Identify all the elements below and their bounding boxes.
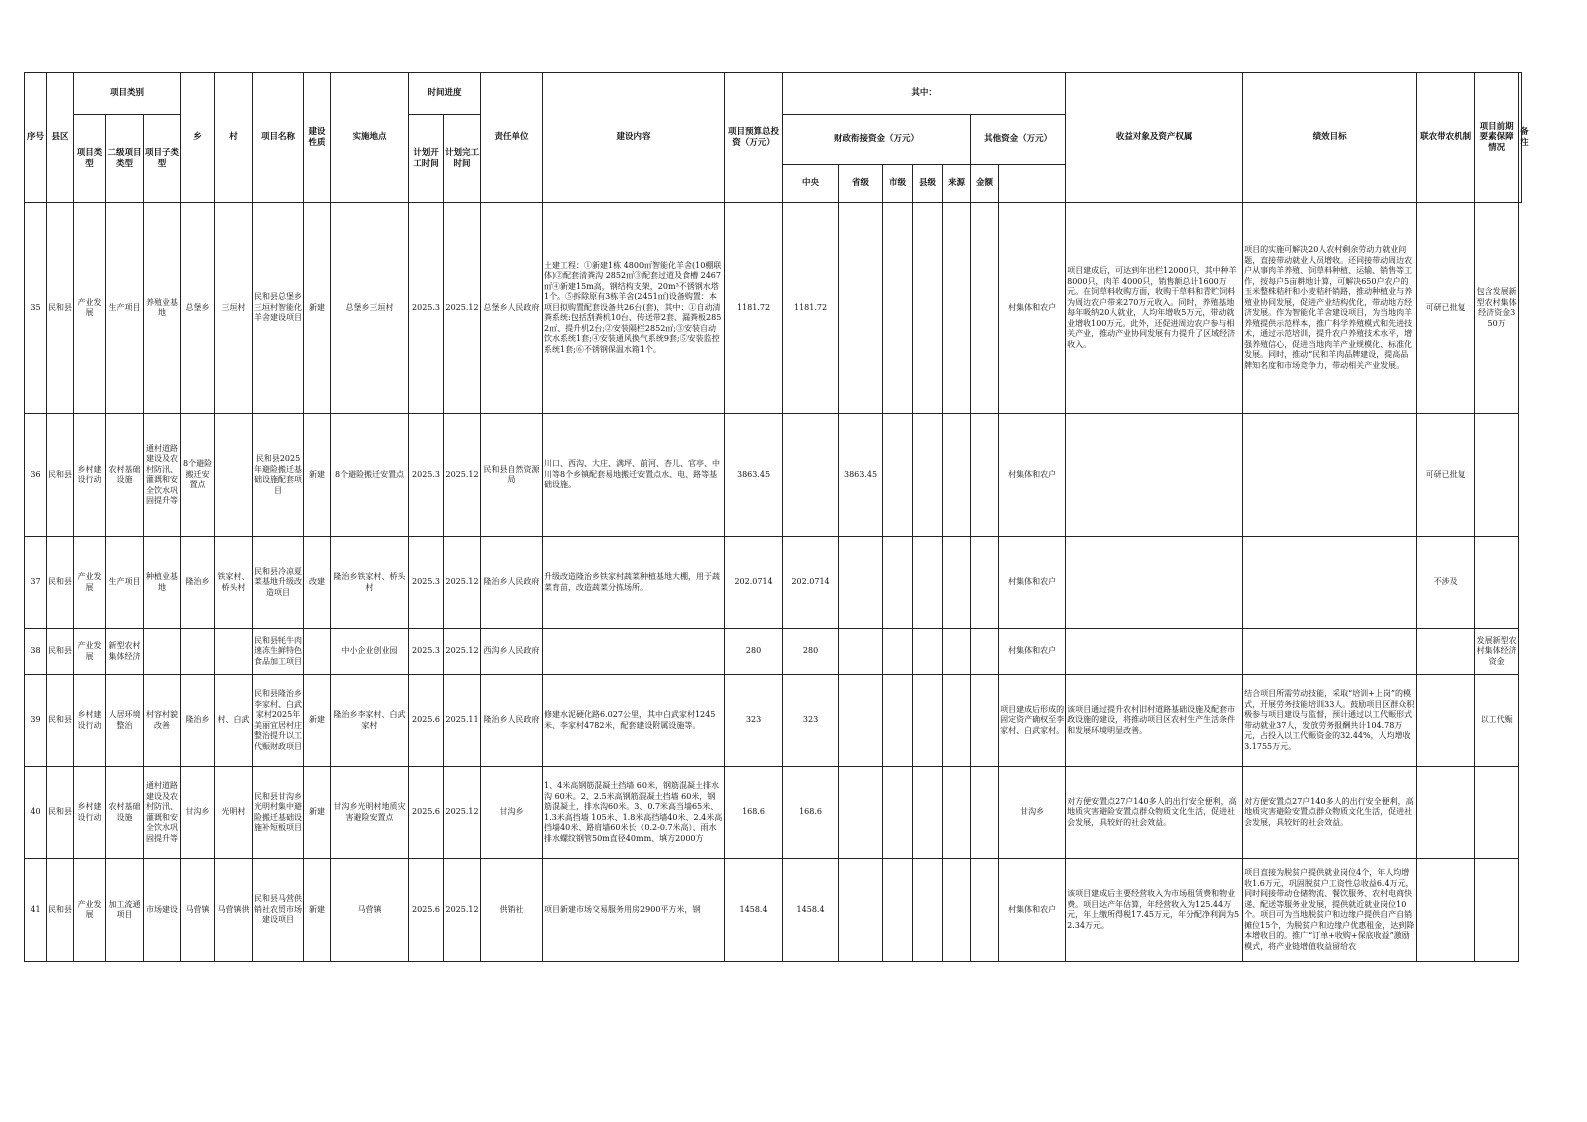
table-row	[25, 675, 1522, 767]
header-central: 中央	[783, 165, 839, 203]
header-start: 计划开工时间	[409, 115, 444, 203]
header-county-level: 县级	[913, 165, 943, 203]
cell-beneficiary: 村集体和农户	[1008, 904, 1057, 914]
cell-unit: 西沟乡人民政府	[483, 646, 540, 656]
cell-type: 产业发展	[77, 641, 102, 661]
cell-guarantee: 可研已批复	[1425, 469, 1466, 479]
table-body	[25, 203, 1522, 962]
cell-end: 2025.12	[445, 302, 479, 312]
cell-beneficiary: 村集体和农户	[1008, 469, 1057, 479]
cell-village: 三垣村	[221, 302, 246, 312]
cell-budget: 202.0714	[734, 577, 773, 587]
header-beneficiary: 收益对象及资产权属	[1066, 73, 1243, 203]
cell-nature: 新建	[309, 302, 326, 312]
cell-township: 马营镇	[185, 904, 210, 914]
cell-start: 2025.6	[412, 807, 441, 817]
cell-level2: 农村基础设施	[108, 802, 141, 822]
cell-name: 民和县马营供销社农贸市场建设项目	[254, 894, 303, 925]
cell-level2: 生产项目	[108, 577, 141, 587]
cell-beneficiary: 村集体和农户	[1008, 646, 1057, 656]
cell-start: 2025.3	[412, 469, 441, 479]
cell-central: 168.6	[799, 807, 822, 817]
cell-seq: 40	[30, 807, 41, 817]
cell-name: 民和县总堡乡三垣村智能化羊舍建设项目	[254, 292, 303, 323]
cell-target: 对方便安置点27户140多人的出行安全便利，高地质灾害避险安置点群众物质文化生活，促进社会发展，具较好的社会效益。	[1067, 796, 1237, 827]
header-remark: 备注	[1519, 73, 1522, 203]
cell-budget: 1181.72	[737, 302, 771, 312]
table-row	[25, 767, 1522, 859]
cell-nature: 新建	[309, 469, 326, 479]
header-location: 实施地点	[331, 73, 409, 203]
cell-level2: 人居环境整治	[108, 710, 141, 730]
header-end: 计划完工时间	[444, 115, 481, 203]
cell-level2: 新型农村集体经济	[108, 641, 141, 661]
header-cat-level2: 二级项目类型	[106, 115, 144, 203]
cell-content: 土建工程：①新建1栋 4800㎡智能化羊舍(10棚联体)②配套清粪沟 2852㎡③配套过道及食槽 2467㎡④新建15m高，钢结构支架，20m³不锈钢水塔1个。⑤拆除原有3栋羊舍(2451㎡)设备购置：本项目拟购置配套设备共26台(套)，其中：①自动清粪系统:包括刮粪机10台、传送带2套、漏粪板2852㎡、提升机2台;②安装隔栏2852㎡;③安装自动饮水系统1套;④安装通风换气系统9套;⑤安装监控系统1套;⑥不锈钢保温水箱1个。	[544, 260, 722, 354]
cell-sub: 种植业基地	[146, 572, 179, 592]
cell-mechanism: 项目的实施可解决20人农村剩余劳动力就业问题，直接带动就业人员增收。还同接带动周边农户从事肉羊养殖、饲草料种植、运输、销售等工作，按每户5亩耕地计算，可解决650户农户的玉米整株秸秆和小麦秸秆销路，推动种植业与养殖业协同发展，促进产业结构优化，带动地方经济发展。作为智能化羊舍建设项目，为当地肉羊养殖提供示范样本，推广科学养殖模式和先进技术，通过示范培训，提升农户养殖技术水平，增强养殖信心，促进当地肉羊产业规模化、标准化发展。同时，推动“民和羊肉品牌建设，提高品牌知名度和市场竞争力，带动相关产业发展。	[1244, 245, 1413, 370]
cell-level2: 生产项目	[108, 302, 141, 312]
header-mechanism: 联农带农机制	[1417, 73, 1475, 203]
header-provincial: 省级	[839, 165, 883, 203]
cell-nature: 新建	[309, 807, 326, 817]
cell-guarantee: 可研已批复	[1425, 302, 1466, 312]
cell-location: 隆治乡铁家村、桥头村	[333, 572, 406, 592]
cell-village: 村、白武	[217, 715, 250, 725]
table-row	[25, 414, 1522, 537]
cell-type: 产业发展	[77, 899, 102, 919]
cell-budget: 1458.4	[739, 904, 768, 914]
cell-village: 铁家村、桥头村	[217, 572, 250, 592]
header-nature: 建设性质	[304, 73, 331, 203]
table-row	[25, 629, 1522, 675]
header-name: 项目名称	[253, 73, 304, 203]
cell-type: 产业发展	[77, 572, 102, 592]
cell-level2: 加工流通项目	[108, 899, 141, 919]
cell-seq: 38	[30, 646, 41, 656]
cell-location: 中小企业创业园	[341, 646, 398, 656]
project-table	[24, 72, 1529, 962]
cell-central: 1181.72	[794, 302, 828, 312]
cell-beneficiary: 甘沟乡	[1020, 807, 1045, 817]
cell-central: 202.0714	[791, 577, 830, 587]
cell-name: 民和县牦牛肉速冻生鲜特色食品加工项目	[254, 635, 303, 666]
cell-content: 升级改造隆治乡铁家村蔬菜种植基地大棚，用于蔬菜育苗，改造蔬菜分拣场所。	[544, 572, 721, 592]
cell-unit: 甘沟乡	[499, 807, 524, 817]
header-amount: 金额	[971, 165, 999, 203]
cell-seq: 35	[30, 302, 41, 312]
cell-name: 民和县2025年避险搬迁基础设施配套项目	[254, 454, 303, 495]
cell-content: 项目新建市场交易服务用房2900平方米，钢	[544, 904, 701, 914]
header-content: 建设内容	[543, 73, 725, 203]
cell-sub: 养殖业基地	[146, 297, 179, 317]
cell-remark: 发展新型农村集体经济资金	[1476, 635, 1517, 666]
header-cat-sub: 项目子类型	[144, 115, 181, 203]
header-unit: 责任单位	[481, 73, 543, 203]
cell-target: 该项目建成后主要经营收入为市场租赁费和物业费。项目达产年估算，年经营收入为125.44万元，年上缴所得税17.45万元，年分配净利润为52.34万元。	[1067, 889, 1240, 930]
cell-location: 隆治乡李家村、白武家村	[333, 710, 406, 730]
table-row	[25, 203, 1522, 414]
cell-start: 2025.6	[412, 904, 441, 914]
cell-beneficiary: 村集体和农户	[1008, 302, 1057, 312]
cell-seq: 41	[30, 904, 41, 914]
header-among: 其中：	[783, 73, 1066, 115]
header-target: 绩效目标	[1243, 73, 1417, 203]
cell-name: 民和县甘沟乡光明村集中避险搬迁基础设施补短板项目	[254, 791, 303, 832]
cell-county: 民和县	[48, 469, 72, 479]
cell-start: 2025.3	[412, 577, 441, 587]
cell-location: 总堡乡三垣村	[345, 302, 394, 312]
cell-county: 民和县	[48, 646, 72, 656]
cell-type: 乡村建设行动	[77, 464, 102, 484]
cell-location: 马营镇	[357, 904, 382, 914]
header-source: 来源	[943, 165, 971, 203]
cell-guarantee: 不涉及	[1433, 577, 1458, 587]
cell-end: 2025.12	[445, 577, 479, 587]
cell-seq: 39	[30, 715, 41, 725]
cell-county: 民和县	[48, 577, 72, 587]
header-guarantee: 项目前期要素保障情况	[1475, 73, 1519, 203]
cell-village: 马营镇供	[217, 904, 250, 914]
header-city: 市级	[883, 165, 913, 203]
cell-nature: 新建	[309, 904, 326, 914]
header-township: 乡	[181, 73, 215, 203]
cell-central: 280	[802, 646, 819, 656]
cell-county: 民和县	[48, 715, 72, 725]
header-fiscal: 财政衔接资金（万元）	[783, 115, 971, 165]
cell-name: 民和县隆治乡李家村、白武家村2025年美丽宜居村庄整治提升以工代赈财政项目	[254, 689, 303, 751]
header-schedule: 时间进度	[409, 73, 481, 115]
table-row	[25, 859, 1522, 962]
header-budget: 项目预算总投资（万元）	[725, 73, 783, 203]
cell-nature: 新建	[309, 715, 326, 725]
cell-start: 2025.6	[412, 715, 441, 725]
cell-unit: 供销社	[499, 904, 524, 914]
cell-budget: 323	[745, 715, 762, 725]
cell-remark: 包含发展新型农村集体经济资金350万	[1476, 287, 1517, 328]
cell-content: 修建水泥硬化路6.027公里，其中白武家村1245 米、李家村4782米，配套建设附属设施等。	[544, 710, 716, 730]
cell-remark: 以工代赈	[1480, 715, 1513, 725]
cell-mechanism: 项目直接为脱贫户提供就业岗位4个，年人均增收1.6万元，巩固脱贫户工资性总收益6.4万元，同时间接带动仓储物流、餐饮服务、农村电商快递、配送等服务业发展，提供就近就业岗位10个。项目可为当地脱贫户和边缘户提供自产自销摊位15个，为脱贫户和边缘户优惠租金，达到降本增收目的。推广“订单+收购+保底收益”激励模式，将产业链增值收益留给农	[1244, 868, 1415, 951]
cell-township: 隆治乡	[185, 715, 210, 725]
cell-beneficiary: 村集体和农户	[1008, 577, 1057, 587]
cell-sub: 市场建设	[146, 904, 179, 914]
cell-sub: 通村道路建设及农村防汛、灌溉和安全饮水巩固提升等	[146, 781, 179, 843]
cell-content: 川口、西沟、大庄、满坪、前河、杏儿、官亭、中川等8个乡镇配套易地搬迁安置点水、电、路等基础设施。	[544, 459, 721, 490]
header-other: 其他资金（万元）	[971, 115, 1066, 165]
cell-beneficiary: 项目建成后形成的固定资产确权至李家村、白武家村。	[1000, 704, 1065, 735]
cell-target: 该项目通过提升农村旧村道路基础设施及配套市政设施的建设，将推动项目区农村生产生活条件和发展环境明显改善。	[1067, 704, 1236, 735]
cell-content: 1、4米高钢筋混凝土挡墙 60米，钢筋混凝土排水沟 60米。2、2.5米高钢筋混凝土挡墙 60米，钢筋混凝土，排水沟60米。3、0.7米高当墙65米、1.3米高挡墙 105米、1.8米高挡墙40米、2.4米高挡墙40米、路肩墙60米长（0.2-0.7米高）、雨水排水螺纹钢管50m直径40mm、填方2000方	[544, 781, 723, 843]
cell-mechanism: 结合项目所需劳动技能，采取“培训+上岗”的模式，开展劳务技能培训33人。鼓励项目区群众积极参与项目建设与监督，预计通过以工代赈形式带动就业37人，发放劳务报酬共计104.78万元，占投入以工代赈资金的32.44%，人均增收3.1755万元。	[1244, 689, 1415, 751]
cell-township: 8个避险搬迁安置点	[182, 459, 213, 490]
cell-name: 民和县冷凉夏菜基地升级改造项目	[254, 566, 303, 597]
cell-county: 民和县	[48, 904, 72, 914]
cell-township: 甘沟乡	[185, 807, 210, 817]
cell-central: 1458.4	[796, 904, 825, 914]
header-seq: 序号	[25, 73, 47, 203]
cell-type: 乡村建设行动	[77, 710, 102, 730]
cell-nature: 改建	[309, 577, 326, 587]
cell-unit: 民和县自然资源局	[483, 464, 540, 484]
cell-budget: 3863.45	[737, 469, 771, 479]
table-row	[25, 537, 1522, 629]
cell-end: 2025.11	[445, 715, 479, 725]
cell-end: 2025.12	[445, 646, 479, 656]
cell-unit: 隆治乡人民政府	[483, 715, 540, 725]
cell-village: 光明村	[221, 807, 246, 817]
cell-sub: 通村道路建设及农村防汛、灌溉和安全饮水巩固提升等	[146, 443, 179, 505]
cell-sub: 村容村貌改善	[146, 710, 179, 730]
cell-start: 2025.3	[412, 302, 441, 312]
header-village: 村	[215, 73, 253, 203]
cell-township: 隆治乡	[185, 577, 210, 587]
cell-unit: 隆治乡人民政府	[483, 577, 540, 587]
cell-budget: 168.6	[742, 807, 765, 817]
cell-end: 2025.12	[445, 807, 479, 817]
cell-central: 323	[802, 715, 819, 725]
cell-mechanism: 对方便安置点27户140多人的出行安全便利，高地质灾害避险安置点群众物质文化生活，促进社会发展，具较好的社会效益。	[1244, 796, 1414, 827]
cell-budget: 280	[745, 646, 762, 656]
cell-county: 民和县	[48, 807, 72, 817]
header-category: 项目类别	[74, 73, 181, 115]
cell-type: 乡村建设行动	[77, 802, 102, 822]
cell-end: 2025.12	[445, 469, 479, 479]
cell-township: 总堡乡	[185, 302, 210, 312]
cell-end: 2025.12	[445, 904, 479, 914]
cell-county: 民和县	[48, 302, 72, 312]
header-cat-type: 项目类型	[74, 115, 106, 203]
cell-location: 甘沟乡光明村地质灾害避险安置点	[333, 802, 406, 822]
cell-seq: 36	[30, 469, 41, 479]
cell-start: 2025.3	[412, 646, 441, 656]
cell-type: 产业发展	[77, 297, 102, 317]
cell-provincial: 3863.45	[844, 469, 878, 479]
header-county: 县区	[47, 73, 74, 203]
cell-unit: 总堡乡人民政府	[483, 302, 540, 312]
cell-level2: 农村基础设施	[108, 464, 141, 484]
cell-seq: 37	[30, 577, 41, 587]
cell-location: 8个避险搬迁安置点	[334, 469, 405, 479]
cell-target: 项目建成后，可达到年出栏12000只，其中种羊8000只，肉羊 4000只，销售额总计1600万元。在饲草料收购方面，收购干草料和青贮饲料为周边农户带来270万元收入。同时，养殖基地每年吸纳20人就业，人均年增收5万元，带动就业增收100万元。此外，还促进周边农户参与相关产业，推动产业协同发展有力提升了区域经济收入。	[1067, 266, 1237, 349]
